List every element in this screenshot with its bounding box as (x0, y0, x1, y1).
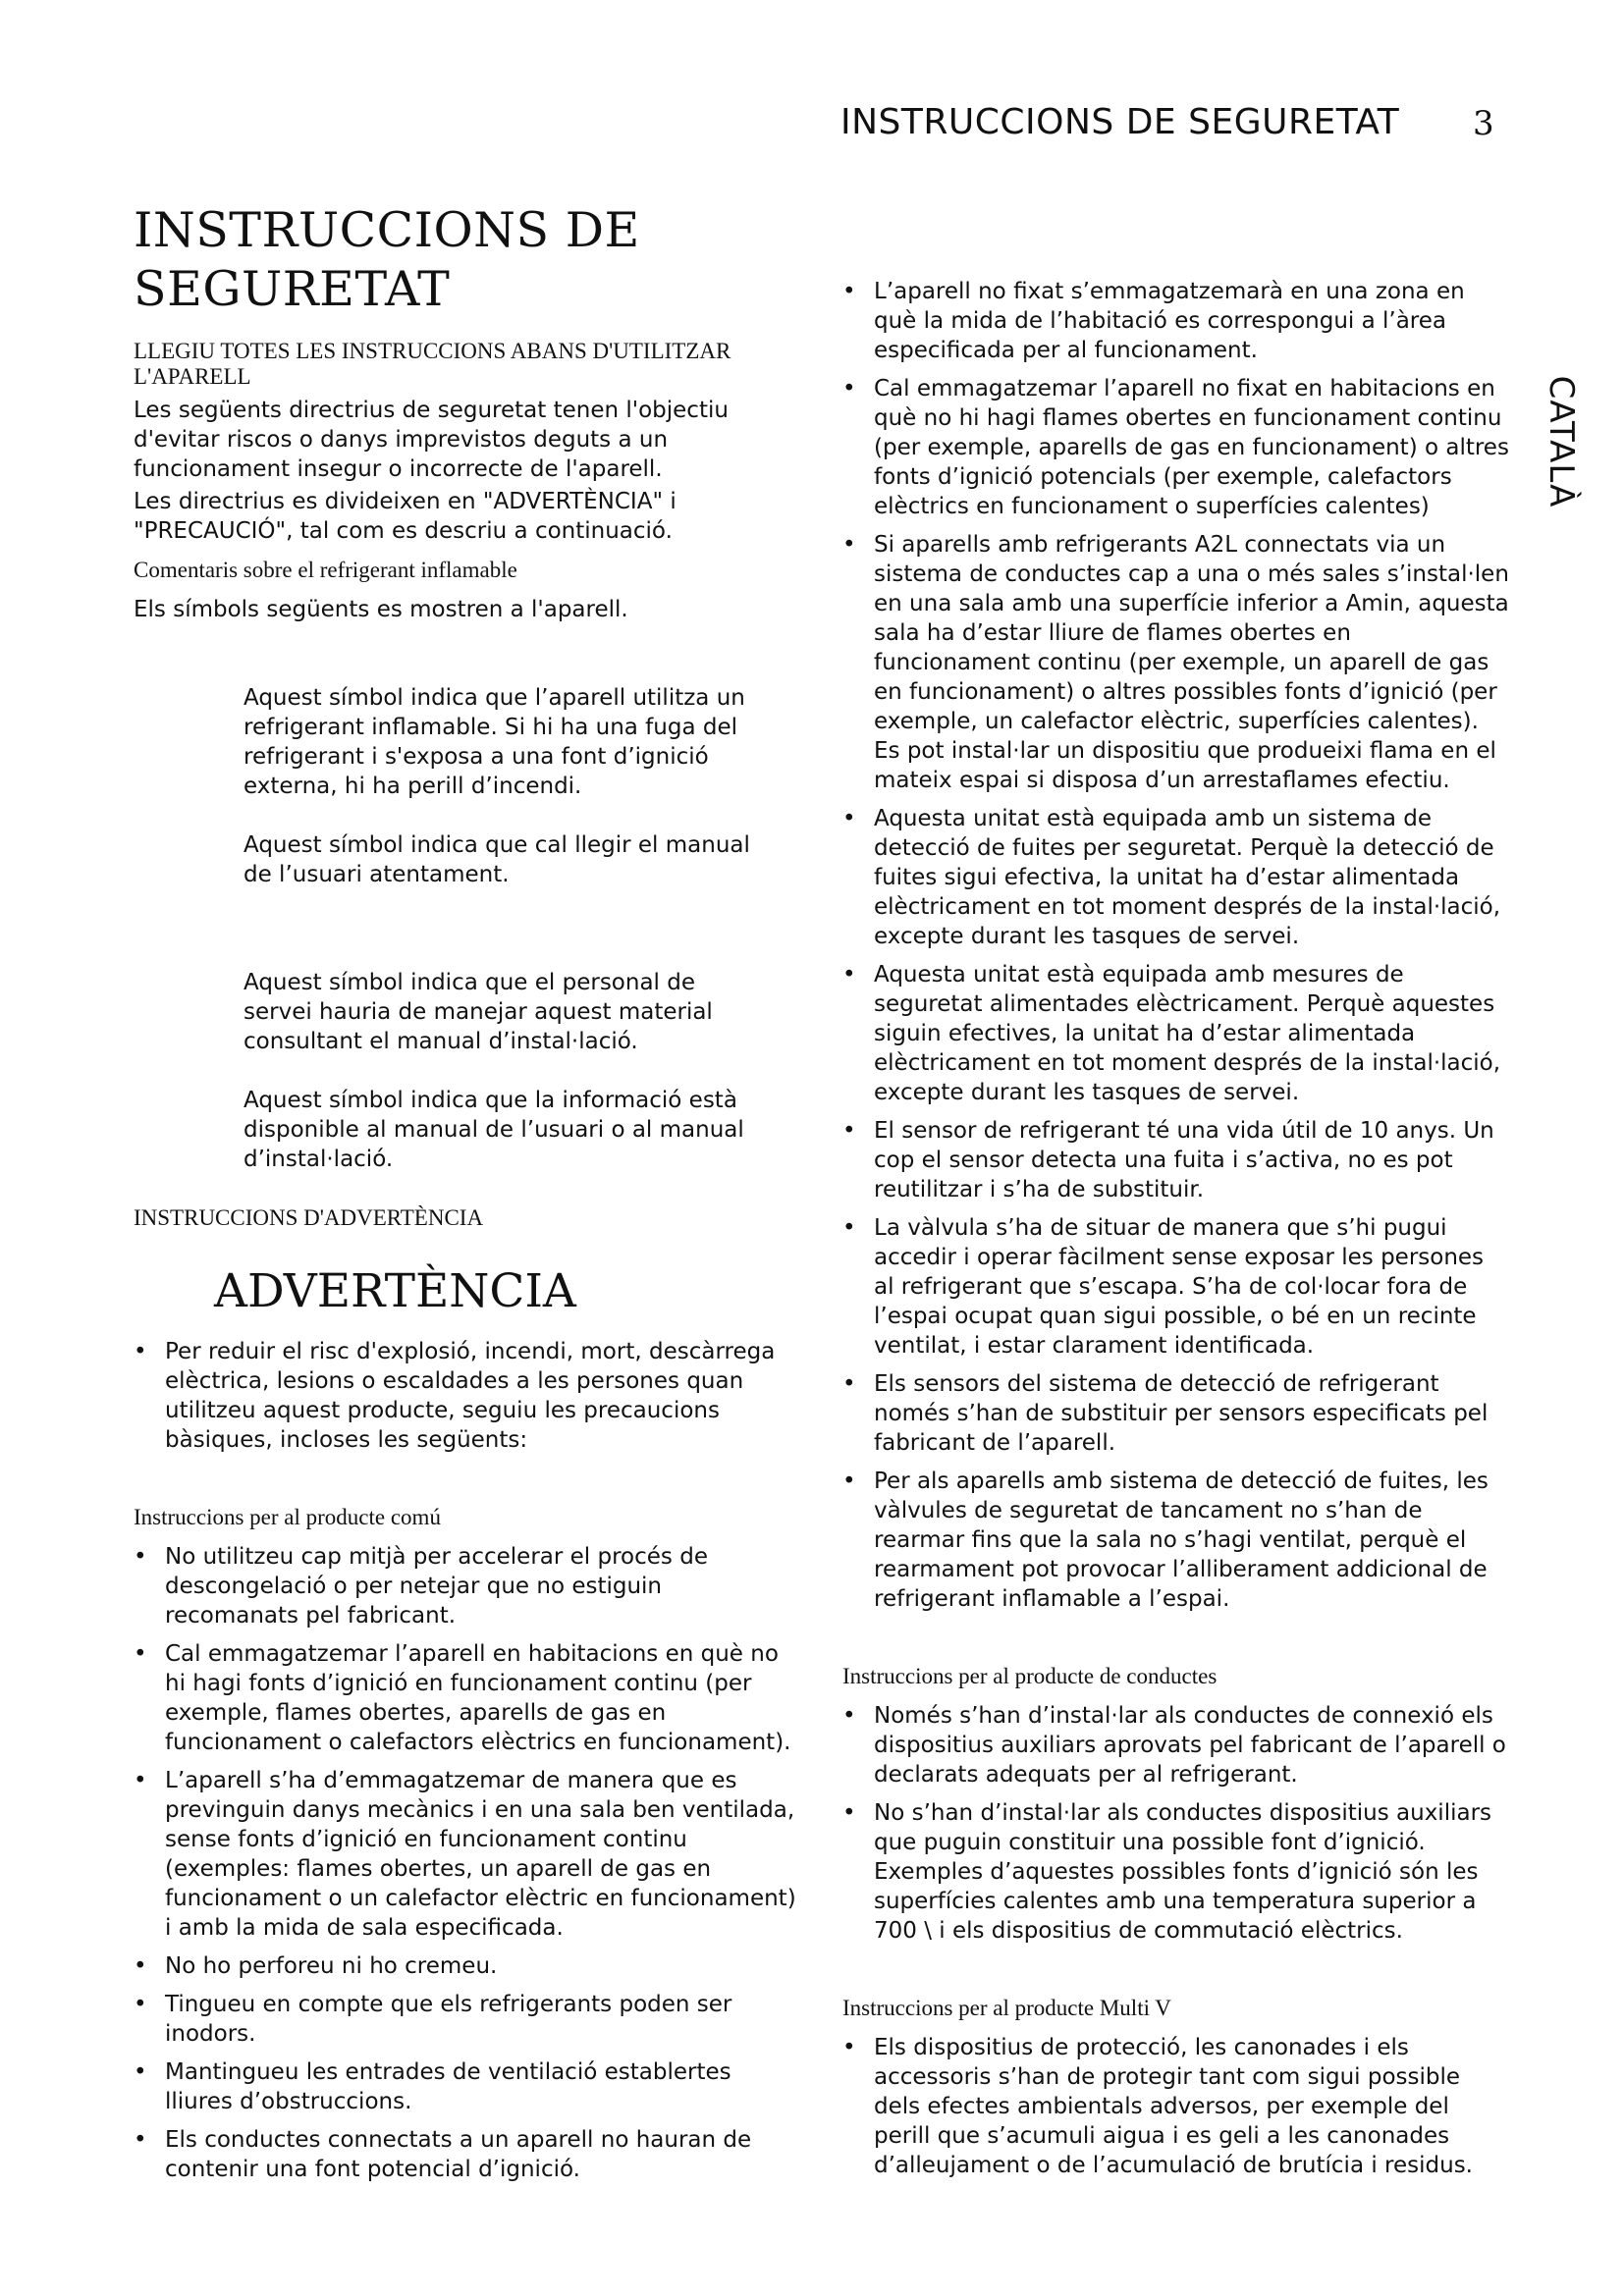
right-bullet-list (842, 277, 1510, 1614)
warning-intro-list (134, 1337, 801, 1455)
list-item: • Per als aparells amb sistema de detecció de fuites, les vàlvules de seguretat de tancament no s’han de rearmar fins que la sala no s’hagi ventilat, perquè el rearmament pot provocar l’alliberament addicional de refrigerant inflamable a l’espai. (842, 1468, 1489, 1612)
symbol-description: Aquest símbol indica que el personal de servei hauria de manejar aquest material consultant el manual d’instal·lació. (244, 970, 713, 1054)
symbol-item (134, 1086, 801, 1174)
read-manual-symbol-icon (134, 830, 244, 889)
service-manual-symbol-icon (134, 968, 244, 1027)
symbol-list (134, 683, 801, 1174)
left-column (134, 201, 801, 2193)
list-item: • No ho perforeu ni ho cremeu. (134, 1953, 498, 1979)
multiv-product-list (842, 2033, 1510, 2180)
intro-paragraph-2: Les directrius es divideixen en "ADVERTÈNCIA" i "PRECAUCIÓ", tal com es descriu a continuació. (134, 489, 677, 544)
page-number: 3 (1473, 104, 1494, 143)
symbol-description: Aquest símbol indica que l’aparell utilitza un refrigerant inflamable. Si hi ha una fuga del refrigerant i s'exposa a una font d’ignició externa, hi ha perill d’incendi. (244, 685, 745, 799)
list-item: • Els dispositius de protecció, les canonades i els accessoris s’han de protegir tant com sigui possible dels efectes ambientals adversos, per exemple del perill que s’acumuli aigua i es geli a les canonades d’alleujament o de l’acumulació de brutícia i residus. (842, 2035, 1473, 2178)
list-item: • Aquesta unitat està equipada amb mesures de seguretat alimentades elèctricament. Perquè aquestes siguin efectives, la unitat ha d’estar alimentada elèctricament en tot moment després de la instal·lació, excepte durant les tasques de servei. (842, 962, 1501, 1105)
symbol-item (134, 683, 801, 801)
language-side-tab-label: CATALÀ (1542, 375, 1581, 508)
symbol-description: Aquest símbol indica que la informació està disponible al manual de l’usuari o al manual d’instal·lació. (244, 1088, 744, 1172)
list-item: • Si aparells amb refrigerants A2L connectats via un sistema de conductes cap a una o més sales s’instal·len en una sala amb una superfície inferior a Amin, aquesta sala ha d’estar lliure de flames obertes en funcionament continu (per exemple, un aparell de gas en funcionament) o altres possibles fonts d’ignició (per exemple, un calefactor elèctric, superfícies calentes). Es pot instal·lar un dispositiu que produeixi flama en el mateix espai si disposa d’un arrestaflames efectiu. (842, 532, 1509, 793)
list-item: • L’aparell s’ha d’emmagatzemar de manera que es previnguin danys mecànics i en una sala ben ventilada, sense fonts d’ignició en funcionament continu (exemples: flames obertes, un aparell de gas en funcionament o un calefactor elèctric en funcionament) i amb la mida de sala especificada. (134, 1768, 796, 1941)
list-item: • La vàlvula s’ha de situar de manera que s’hi pugui accedir i operar fàcilment sense exposar les persones al refrigerant que s’escapa. S’ha de col·locar fora de l’espai ocupat quan sigui possible, o bé en un recinte ventilat, i estar clarament identificada. (842, 1215, 1485, 1359)
intro-paragraph-1: Les següents directrius de seguretat tenen l'objectiu d'evitar riscos o danys imprevistos deguts a un funcionament insegur o incorrecte de l'aparell. (134, 398, 729, 482)
warning-title: ADVERTÈNCIA (214, 1264, 576, 1318)
list-item: • No s’han d’instal·lar als conductes dispositius auxiliars que puguin constituir una possible font d’ignició. Exemples d’aquestes possibles fonts d’ignició són les superfícies calentes amb una temperatura superior a 700 \ i els dispositius de commutació elèctrics. (842, 1800, 1492, 1944)
list-item: • L’aparell no fixat s’emmagatzemarà en una zona en què la mida de l’habitació es correspongui a l’àrea especificada per al funcionament. (842, 279, 1465, 363)
right-column (842, 277, 1510, 2189)
running-header-title: INSTRUCCIONS DE SEGURETAT (840, 102, 1400, 142)
common-product-heading: Instruccions per al producte comú (134, 1505, 441, 1529)
flammable-refrigerant-symbol-icon (134, 683, 244, 742)
list-item: • No utilitzeu cap mitjà per accelerar el procés de descongelació o per netejar que no estiguin recomanats pel fabricant. (134, 1544, 708, 1629)
multiv-product-heading: Instruccions per al producte Multi V (842, 1996, 1171, 2020)
refrigerant-comment-heading: Comentaris sobre el refrigerant inflamable (134, 558, 517, 582)
page-title: INSTRUCCIONS DE SEGURETAT (134, 202, 640, 317)
symbol-description: Aquest símbol indica que cal llegir el manual de l’usuari atentament. (244, 832, 750, 887)
symbol-item (134, 968, 801, 1056)
list-item: • Cal emmagatzemar l’aparell no fixat en habitacions en què no hi hagi flames obertes en funcionament continu (per exemple, aparells de gas en funcionament) o altres fonts d’ignició potencials (per exemple, calefactors elèctrics en funcionament o superfícies calentes) (842, 376, 1509, 519)
list-item: • Per reduir el risc d'explosió, incendi, mort, descàrrega elèctrica, lesions o escaldades a les persones quan utilitzeu aquest producte, seguiu les precaucions bàsiques, incloses les següents: (134, 1339, 776, 1453)
ducted-product-heading: Instruccions per al producte de conductes (842, 1664, 1218, 1688)
list-item: • Els conductes connectats a un aparell no hauran de contenir una font potencial d’ignició. (134, 2127, 752, 2182)
list-item: • Aquesta unitat està equipada amb un sistema de detecció de fuites per seguretat. Perquè la detecció de fuites sigui efectiva, la unitat ha d’estar alimentada elèctricament en tot moment després de la instal·lació, excepte durant les tasques de servei. (842, 806, 1501, 949)
language-side-tab (1532, 373, 1591, 510)
warning-instructions-heading: INSTRUCCIONS D'ADVERTÈNCIA (134, 1205, 484, 1230)
symbols-intro: Els símbols següents es mostren a l'aparell. (134, 597, 628, 622)
list-item: • Només s’han d’instal·lar als conductes de connexió els dispositius auxiliars aprovats pel fabricant de l’aparell o declarats adequats per al refrigerant. (842, 1703, 1506, 1788)
common-product-list (134, 1542, 801, 2184)
list-item: • Cal emmagatzemar l’aparell en habitacions en què no hi hagi fonts d’ignició en funcionament continu (per exemple, flames obertes, aparells de gas en funcionament o calefactors elèctrics en funcionament). (134, 1641, 791, 1755)
symbol-item (134, 830, 801, 889)
read-all-instructions-heading: LLEGIU TOTES LES INSTRUCCIONS ABANS D'UTILITZAR L'APARELL (134, 339, 731, 389)
list-item: • Tingueu en compte que els refrigerants poden ser inodors. (134, 1992, 732, 2047)
list-item: • El sensor de refrigerant té una vida útil de 10 anys. Un cop el sensor detecta una fuita i s’activa, no es pot reutilitzar i s’ha de substituir. (842, 1118, 1494, 1202)
list-item: • Els sensors del sistema de detecció de refrigerant només s’han de substituir per sensors especificats pel fabricant de l’aparell. (842, 1371, 1489, 1456)
list-item: • Mantingueu les entrades de ventilació establertes lliures d’obstruccions. (134, 2059, 731, 2114)
information-symbol-icon (134, 1086, 244, 1145)
ducted-product-list (842, 1701, 1510, 1946)
